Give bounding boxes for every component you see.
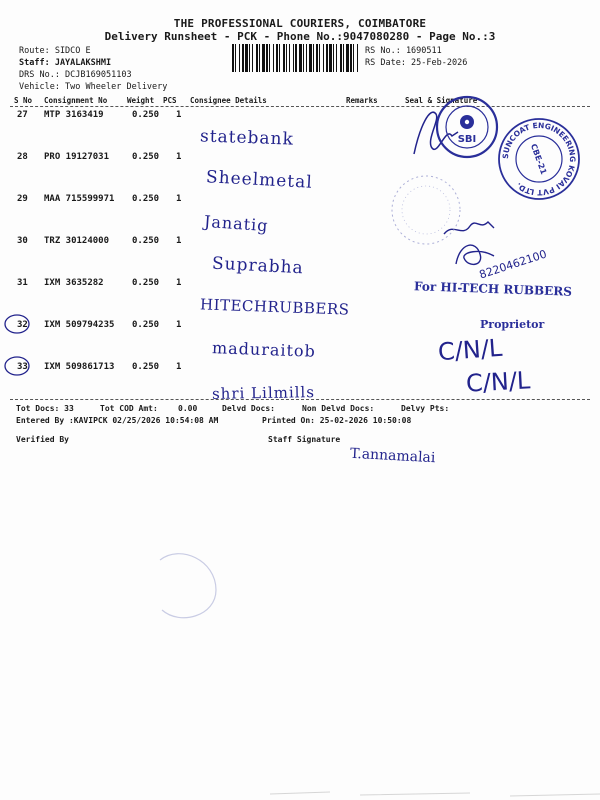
handwriting-consignee-29: Janatig (203, 211, 270, 236)
row-weight: 0.250 (132, 362, 160, 372)
barcode-bar (262, 44, 265, 72)
barcode-bar (306, 44, 307, 72)
barcode-bar (242, 44, 244, 72)
delivery-points: Delvy Pts: (401, 404, 450, 413)
sbi-stamp (434, 94, 500, 160)
row-weight: 0.250 (132, 194, 160, 204)
barcode-bar (289, 44, 290, 72)
barcode-bar (232, 44, 234, 72)
row-consignment: MTP 3163419 (44, 110, 104, 120)
barcode-bar (249, 44, 250, 72)
runsheet-subtitle: Delivery Runsheet - PCK - Phone No.:9047080280 - Page No.:3 (104, 30, 496, 43)
barcode-bar (273, 44, 274, 72)
barcode-bar (343, 44, 344, 72)
barcode-bar (235, 44, 236, 72)
row-pcs: 1 (176, 152, 182, 162)
row-pcs: 1 (176, 278, 182, 288)
row-sno: 29 (17, 194, 28, 204)
row-sno: 32 (17, 320, 28, 330)
hitech-stamp-text: For HI-TECH RUBBERS (413, 279, 573, 299)
barcode (232, 44, 360, 72)
vehicle-label: Vehicle: Two Wheeler Delivery (19, 82, 168, 92)
barcode-bar (276, 44, 278, 72)
row-pcs: 1 (176, 110, 182, 120)
suncoat-center-text: CBE-21 (528, 142, 549, 176)
handwriting-consignee-27: statebank (199, 126, 295, 150)
handwriting-phone: 8220462100 (477, 247, 549, 282)
route-label: Route: SIDCO E (19, 46, 91, 56)
barcode-bar (333, 44, 334, 72)
barcode-bar (340, 44, 342, 72)
row-weight: 0.250 (132, 152, 160, 162)
barcode-bar (326, 44, 328, 72)
staff-signature-label: Staff Signature (268, 435, 341, 444)
row-consignment: PRO 19127031 (44, 152, 110, 162)
handwriting-consignee-28: Sheelmetal (205, 167, 314, 193)
barcode-bar (303, 44, 304, 72)
barcode-bar (350, 44, 352, 72)
barcode-bar (353, 44, 354, 72)
barcode-bar (269, 44, 270, 72)
staff-signature: T.annamalai (349, 445, 436, 467)
barcode-bar (323, 44, 324, 72)
total-docs: Tot Docs: 33 (16, 404, 74, 413)
row-pcs: 1 (176, 362, 182, 372)
col-header-seal: Seal & Signature (405, 96, 478, 105)
row-consignment: IXM 509794235 (44, 320, 115, 330)
barcode-bar (283, 44, 285, 72)
row-sno: 27 (17, 110, 28, 120)
barcode-bar (329, 44, 332, 72)
barcode-bar (239, 44, 240, 72)
row-pcs: 1 (176, 194, 182, 204)
barcode-bar (286, 44, 287, 72)
row-consignment: IXM 509861713 (44, 362, 115, 372)
handwriting-consignee-31: HITECHRUBBERS (199, 295, 350, 319)
total-cod-label: Tot COD Amt: (100, 404, 158, 413)
non-delivered-docs: Non Delvd Docs: (302, 404, 375, 413)
barcode-bar (295, 44, 297, 72)
table-footer-divider (10, 399, 590, 400)
row-pcs: 1 (176, 320, 182, 330)
row-sno: 33 (17, 362, 28, 372)
faint-round-stamp (388, 172, 464, 248)
row-consignment: TRZ 30124000 (44, 236, 110, 246)
company-title: THE PROFESSIONAL COURIERS, COIMBATORE (173, 17, 427, 30)
staff-label: Staff: JAYALAKSHMI (19, 58, 112, 68)
barcode-bar (266, 44, 268, 72)
barcode-bar (336, 44, 337, 72)
bleed-through-marks (270, 780, 600, 800)
entered-by: Entered By :KAVIPCK 02/25/2026 10:54:08 AM (16, 416, 219, 425)
row-weight: 0.250 (132, 320, 160, 330)
col-header-remarks: Remarks (346, 96, 378, 105)
barcode-bar (313, 44, 314, 72)
handwriting-consignee-30: Suprabha (211, 253, 305, 279)
rs-date: RS Date: 25-Feb-2026 (365, 58, 468, 68)
col-header-consignee: Consignee Details (190, 96, 267, 105)
suncoat-ring-text: SUNCOAT ENGINEERING KOVAI PVT LTD. (500, 120, 578, 198)
printed-on: Printed On: 25-02-2026 10:50:08 (262, 416, 412, 425)
row-sno: 31 (17, 278, 28, 288)
handwriting-cnl-33: C/N/L (465, 366, 531, 398)
handwriting-consignee-33: shri Lilmills (211, 383, 316, 403)
barcode-bar (299, 44, 302, 72)
hitech-proprietor-text: Proprietor (480, 318, 545, 331)
verified-by-label: Verified By (16, 435, 69, 444)
barcode-bar (245, 44, 248, 72)
barcode-bar (259, 44, 260, 72)
col-header-sno: S No (14, 96, 33, 105)
barcode-bar (309, 44, 312, 72)
hand-circle-marks (2, 312, 32, 376)
barcode-bar (346, 44, 349, 72)
handwriting-consignee-32: maduraitob (211, 338, 317, 361)
sbi-stamp-text: SBI (457, 134, 477, 145)
handwriting-cnl-32: C/N/L (437, 333, 504, 367)
row-consignment: MAA 715599971 (44, 194, 115, 204)
total-cod-value: 0.00 (178, 404, 198, 413)
col-header-pcs: PCS (163, 96, 177, 105)
row-weight: 0.250 (132, 278, 160, 288)
row-weight: 0.250 (132, 236, 160, 246)
row-sno: 30 (17, 236, 28, 246)
barcode-bar (316, 44, 318, 72)
row-pcs: 1 (176, 236, 182, 246)
suncoat-stamp (496, 116, 582, 202)
barcode-bar (252, 44, 253, 72)
barcode-bar (357, 44, 358, 72)
delivered-docs: Delvd Docs: (222, 404, 275, 413)
col-header-weight: Weight (127, 96, 155, 105)
barcode-bar (279, 44, 280, 72)
row-weight: 0.250 (132, 110, 160, 120)
barcode-bar (293, 44, 294, 72)
bleed-through-circle (140, 540, 230, 630)
row-sno: 28 (17, 152, 28, 162)
row-consignment: IXM 3635282 (44, 278, 104, 288)
barcode-bar (256, 44, 258, 72)
col-header-consignment: Consignment No (44, 96, 108, 105)
barcode-bar (319, 44, 320, 72)
rs-number: RS No.: 1690511 (365, 46, 442, 56)
drs-label: DRS No.: DCJB169051103 (19, 70, 132, 80)
